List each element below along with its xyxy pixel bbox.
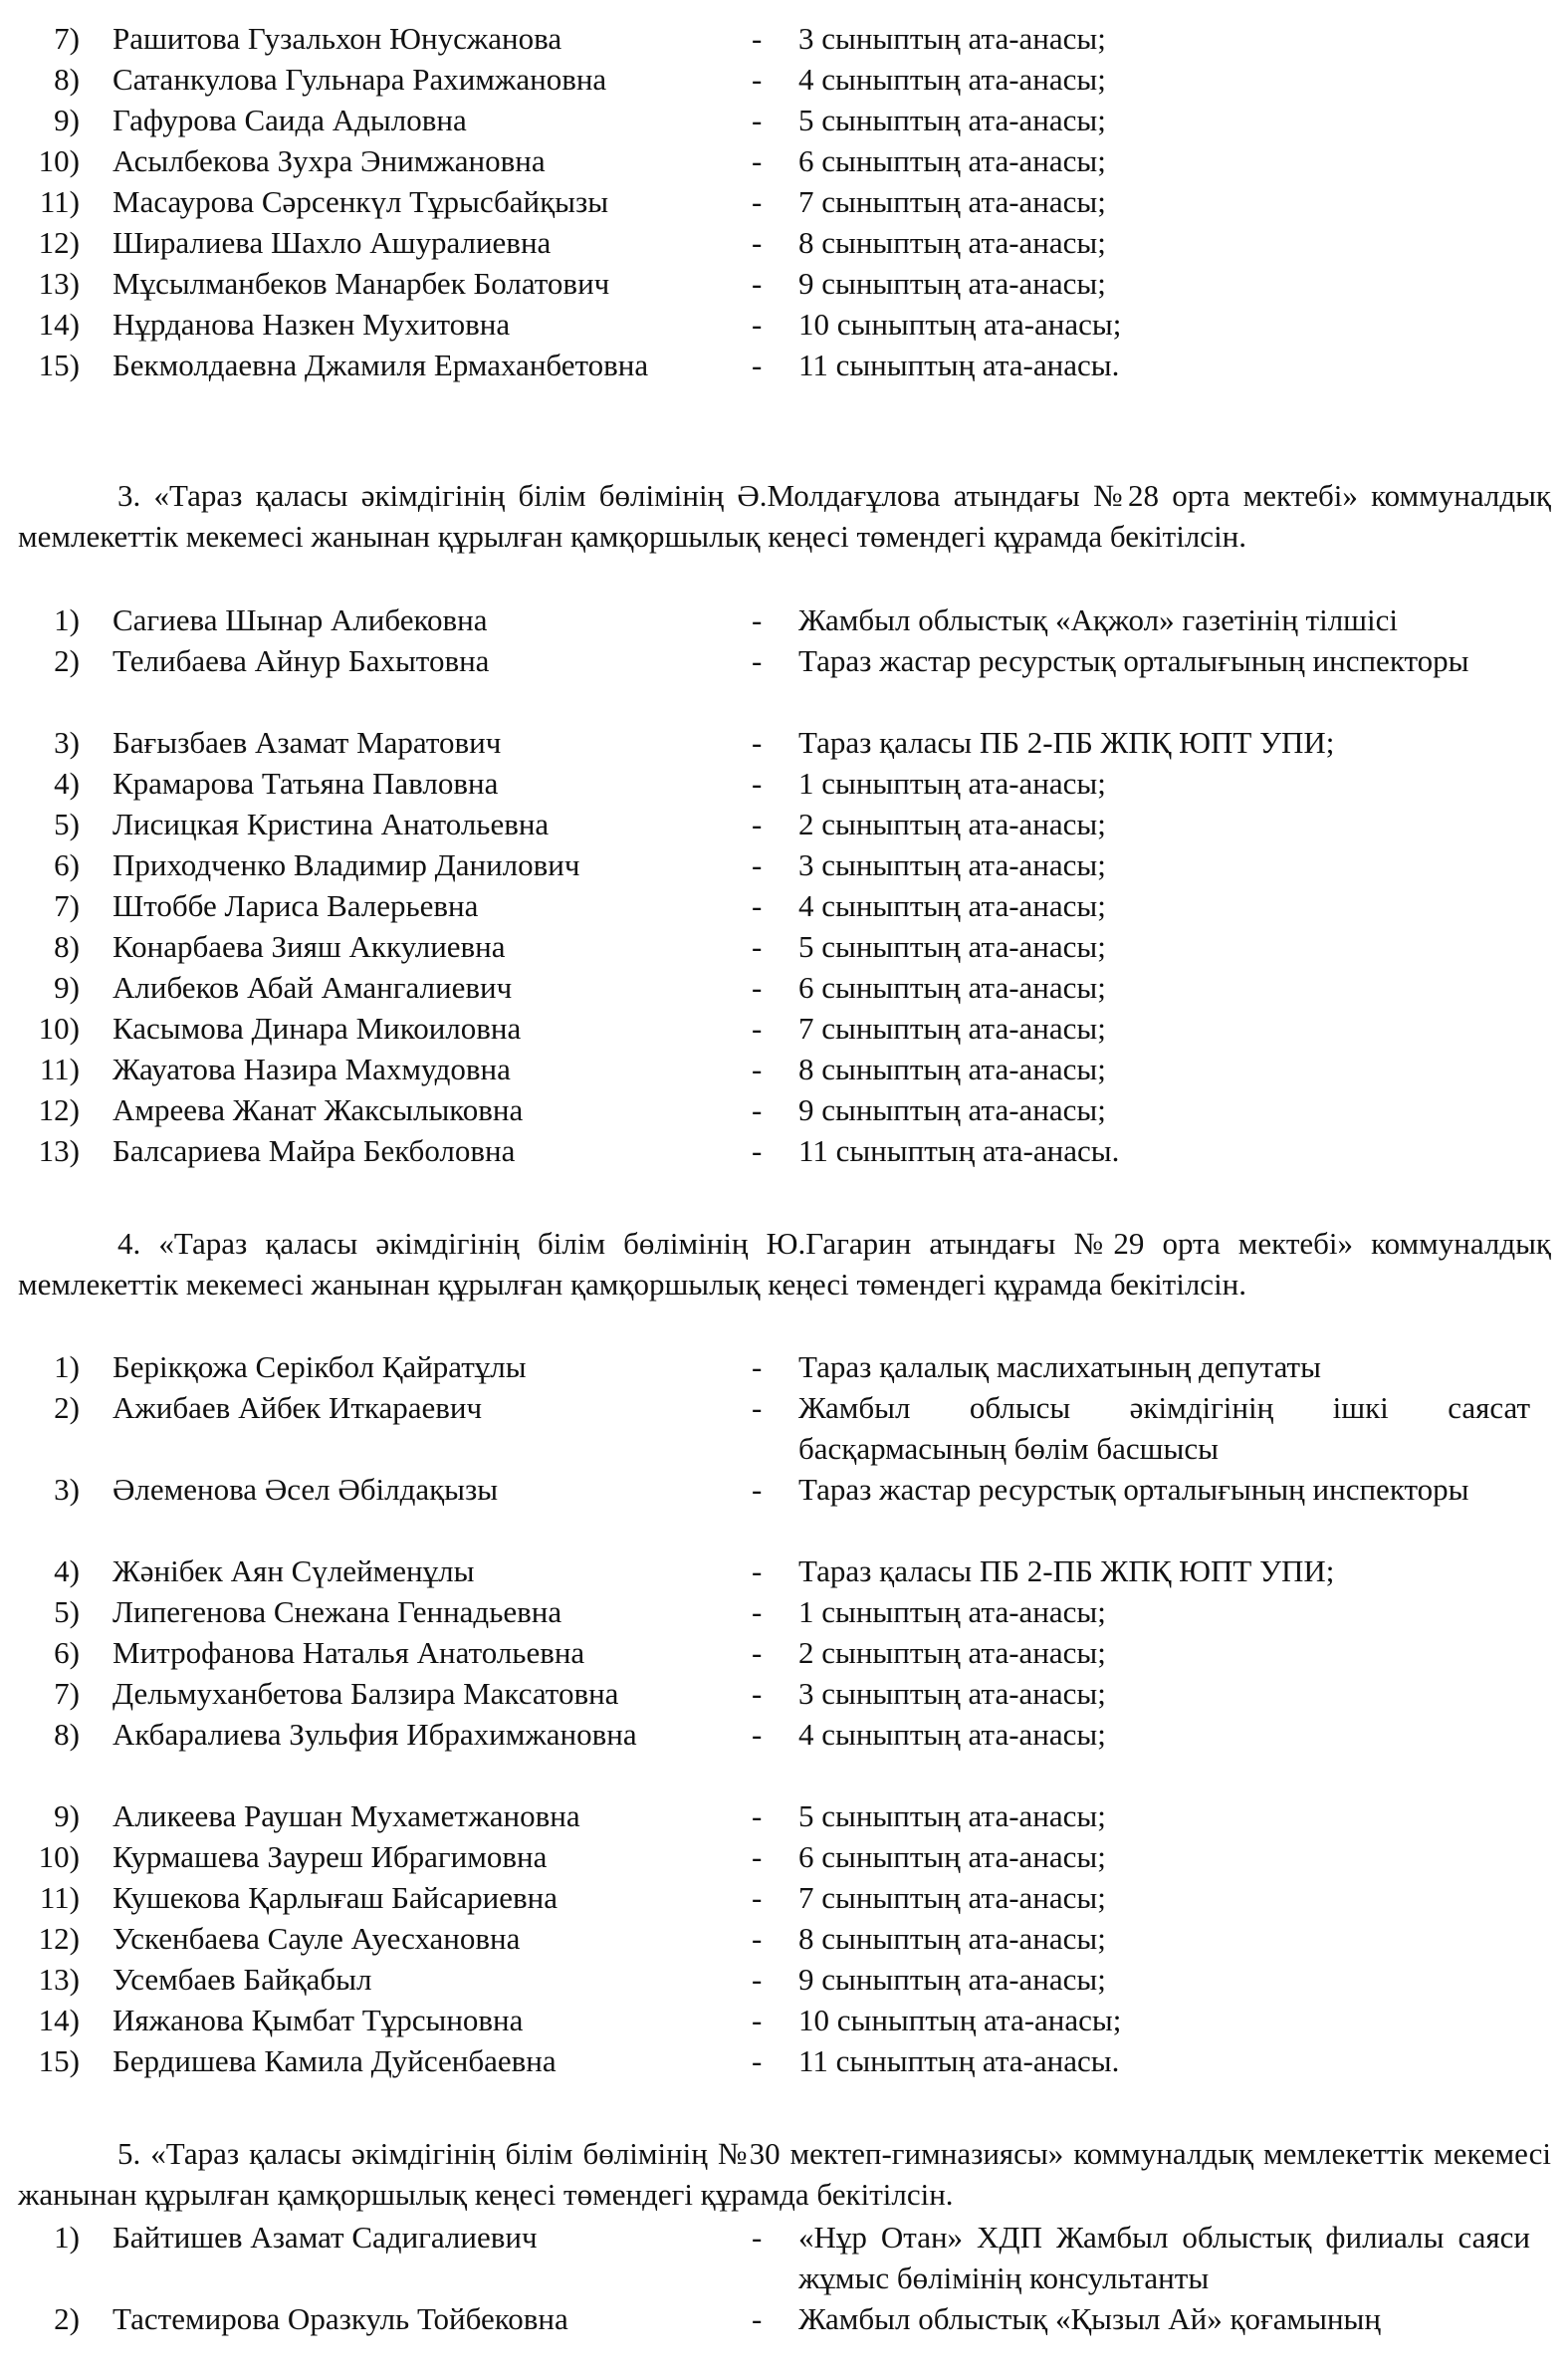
- separator-dash: -: [752, 62, 763, 97]
- member-name: Штоббе Лариса Валерьевна: [112, 888, 479, 923]
- item-number: 3): [54, 725, 80, 760]
- item-number: 1): [54, 2220, 80, 2255]
- member-name: Лисицкая Кристина Анатольевна: [112, 807, 550, 841]
- member-role: Тараз жастар ресурстық орталығының инспекторы: [798, 643, 1469, 678]
- item-number: 10): [38, 1839, 80, 1874]
- member-name: Бердишева Камила Дуйсенбаевна: [112, 2043, 557, 2078]
- separator-dash: -: [752, 1553, 763, 1588]
- item-number: 4): [54, 1553, 80, 1588]
- item-number: 13): [38, 1133, 80, 1168]
- item-number: 8): [54, 62, 80, 97]
- item-number: 1): [54, 602, 80, 637]
- member-role: 6 сыныптың ата-анасы;: [798, 143, 1106, 178]
- item-number: 14): [38, 2003, 80, 2037]
- member-name: Телибаева Айнур Бахытовна: [112, 643, 490, 678]
- item-number: 11): [39, 1880, 80, 1915]
- member-role: 5 сыныптың ата-анасы;: [798, 1798, 1106, 1833]
- separator-dash: -: [752, 348, 763, 382]
- member-name: Сагиева Шынар Алибековна: [112, 602, 488, 637]
- separator-dash: -: [752, 1921, 763, 1956]
- member-name: Мұсылманбеков Манарбек Болатович: [112, 266, 610, 301]
- separator-dash: -: [752, 225, 763, 260]
- item-number: 4): [54, 766, 80, 801]
- member-name: Нұрданова Назкен Мухитовна: [112, 307, 511, 342]
- member-name: Приходченко Владимир Данилович: [112, 847, 580, 882]
- member-name: Кушекова Қарлығаш Байсариевна: [112, 1880, 559, 1915]
- member-role: 7 сыныптың ата-анасы;: [798, 1011, 1106, 1046]
- member-role: 3 сыныптың ата-анасы;: [798, 1676, 1106, 1711]
- member-role: 3 сыныптың ата-анасы;: [798, 21, 1106, 56]
- member-role: 5 сыныптың ата-анасы;: [798, 929, 1106, 964]
- member-name: Байтишев Азамат Садигалиевич: [112, 2220, 538, 2255]
- item-number: 2): [54, 2301, 80, 2336]
- member-role: 11 сыныптың ата-анасы.: [798, 2043, 1120, 2078]
- item-number: 12): [38, 1921, 80, 1956]
- item-number: 11): [39, 184, 80, 219]
- item-number: 12): [38, 1092, 80, 1127]
- member-role: 7 сыныптың ата-анасы;: [798, 1880, 1106, 1915]
- member-role: 2 сыныптың ата-анасы;: [798, 807, 1106, 841]
- member-name: Аликеева Раушан Мухаметжановна: [112, 1798, 580, 1833]
- member-name: Амреева Жанат Жаксылыковна: [112, 1092, 524, 1127]
- member-role: Тараз жастар ресурстық орталығының инспекторы: [798, 1472, 1469, 1507]
- member-role: 3 сыныптың ата-анасы;: [798, 847, 1106, 882]
- item-number: 7): [54, 1676, 80, 1711]
- member-role: 1 сыныптың ата-анасы;: [798, 766, 1106, 801]
- item-number: 10): [38, 1011, 80, 1046]
- member-name: Жәнібек Аян Сүлейменұлы: [112, 1553, 475, 1588]
- member-role: 10 сыныптың ата-анасы;: [798, 2003, 1122, 2037]
- separator-dash: -: [752, 2003, 763, 2037]
- member-name: Липегенова Снежана Геннадьевна: [112, 1594, 562, 1629]
- separator-dash: -: [752, 1676, 763, 1711]
- separator-dash: -: [752, 725, 763, 760]
- member-name: Касымова Динара Микоиловна: [112, 1011, 522, 1046]
- member-role: Жамбыл облыстық «Ақжол» газетінің тілшісі: [798, 602, 1399, 637]
- item-number: 10): [38, 143, 80, 178]
- member-name: Ширалиева Шахло Ашуралиевна: [112, 225, 552, 260]
- item-number: 8): [54, 1717, 80, 1752]
- separator-dash: -: [752, 2043, 763, 2078]
- member-role: Тараз қаласы ПБ 2-ПБ ЖПҚ ЮПТ УПИ;: [798, 1553, 1335, 1588]
- item-number: 1): [54, 1349, 80, 1384]
- item-number: 13): [38, 266, 80, 301]
- member-role: 10 сыныптың ата-анасы;: [798, 307, 1122, 342]
- member-name: Курмашева Зауреш Ибрагимовна: [112, 1839, 548, 1874]
- member-name: Ажибаев Айбек Иткараевич: [112, 1390, 483, 1425]
- member-name: Акбаралиева Зульфия Ибрахимжановна: [112, 1717, 637, 1752]
- member-role: 2 сыныптың ата-анасы;: [798, 1635, 1106, 1670]
- member-role: 9 сыныптың ата-анасы;: [798, 1092, 1106, 1127]
- member-role: 4 сыныптың ата-анасы;: [798, 888, 1106, 923]
- member-role: 11 сыныптың ата-анасы.: [798, 348, 1120, 382]
- member-name: Әлеменова Әсел Әбілдақызы: [112, 1472, 499, 1507]
- item-number: 9): [54, 970, 80, 1005]
- item-number: 2): [54, 1390, 80, 1425]
- member-role: 7 сыныптың ата-анасы;: [798, 184, 1106, 219]
- member-name: Крамарова Татьяна Павловна: [112, 766, 499, 801]
- separator-dash: -: [752, 1839, 763, 1874]
- separator-dash: -: [752, 307, 763, 342]
- member-name: Митрофанова Наталья Анатольевна: [112, 1635, 585, 1670]
- member-name: Рашитова Гузальхон Юнусжанова: [112, 21, 562, 56]
- member-name: Конарбаева Зияш Аккулиевна: [112, 929, 506, 964]
- item-number: 9): [54, 1798, 80, 1833]
- member-name: Сатанкулова Гульнара Рахимжановна: [112, 62, 607, 97]
- item-number: 5): [54, 1594, 80, 1629]
- item-number: 6): [54, 847, 80, 882]
- member-role: Жамбыл облысы әкімдігінің ішкі саясат басқармасының бөлім басшысы: [798, 1390, 1530, 1466]
- member-name: Гафурова Саида Адыловна: [112, 103, 467, 137]
- member-name: Алибеков Абай Амангалиевич: [112, 970, 513, 1005]
- separator-dash: -: [752, 1962, 763, 1997]
- member-role: Тараз қалалық маслихатының депутаты: [798, 1349, 1321, 1384]
- member-role: Тараз қаласы ПБ 2-ПБ ЖПҚ ЮПТ УПИ;: [798, 725, 1335, 760]
- member-name: Масаурова Сәрсенкүл Тұрысбайқызы: [112, 184, 609, 219]
- separator-dash: -: [752, 1594, 763, 1629]
- separator-dash: -: [752, 2220, 763, 2255]
- member-role: 11 сыныптың ата-анасы.: [798, 1133, 1120, 1168]
- item-number: 12): [38, 225, 80, 260]
- separator-dash: -: [752, 1133, 763, 1168]
- item-number: 2): [54, 643, 80, 678]
- separator-dash: -: [752, 184, 763, 219]
- member-role: 6 сыныптың ата-анасы;: [798, 1839, 1106, 1874]
- separator-dash: -: [752, 929, 763, 964]
- member-role: 4 сыныптың ата-анасы;: [798, 1717, 1106, 1752]
- separator-dash: -: [752, 643, 763, 678]
- separator-dash: -: [752, 888, 763, 923]
- section-paragraph: 3. «Тараз қаласы әкімдігінің білім бөлімінің Ә.Молдағұлова атындағы №28 орта мектебі» коммуналдық мемлекеттік мекемесі жанынан құрылған қамқоршылық кеңесі төмендегі құрамда бекітілсін.: [18, 478, 1551, 554]
- separator-dash: -: [752, 266, 763, 301]
- member-name: Бекмолдаевна Джамиля Ермаханбетовна: [112, 348, 649, 382]
- item-number: 7): [54, 21, 80, 56]
- separator-dash: -: [752, 1798, 763, 1833]
- item-number: 5): [54, 807, 80, 841]
- item-number: 13): [38, 1962, 80, 1997]
- separator-dash: -: [752, 143, 763, 178]
- item-number: 7): [54, 888, 80, 923]
- item-number: 3): [54, 1472, 80, 1507]
- separator-dash: -: [752, 970, 763, 1005]
- member-name: Бағызбаев Азамат Маратович: [112, 725, 502, 760]
- separator-dash: -: [752, 1011, 763, 1046]
- member-role: Жамбыл облыстық «Қызыл Ай» қоғамының: [798, 2301, 1381, 2336]
- member-name: Асылбекова Зухра Энимжановна: [112, 143, 546, 178]
- member-role: «Нұр Отан» ХДП Жамбыл облыстық филиалы саяси жұмыс бөлімінің консультанты: [798, 2220, 1530, 2295]
- item-number: 6): [54, 1635, 80, 1670]
- member-name: Дельмуханбетова Балзира Максатовна: [112, 1676, 619, 1711]
- member-role: 8 сыныптың ата-анасы;: [798, 1052, 1106, 1086]
- separator-dash: -: [752, 1717, 763, 1752]
- separator-dash: -: [752, 1092, 763, 1127]
- member-role: 4 сыныптың ата-анасы;: [798, 62, 1106, 97]
- separator-dash: -: [752, 2301, 763, 2336]
- member-name: Балсариева Майра Бекболовна: [112, 1133, 516, 1168]
- separator-dash: -: [752, 847, 763, 882]
- separator-dash: -: [752, 807, 763, 841]
- item-number: 9): [54, 103, 80, 137]
- member-name: Жауатова Назира Махмудовна: [112, 1052, 511, 1086]
- item-number: 15): [38, 2043, 80, 2078]
- item-number: 14): [38, 307, 80, 342]
- separator-dash: -: [752, 1390, 763, 1425]
- member-role: 8 сыныптың ата-анасы;: [798, 225, 1106, 260]
- member-name: Берікқожа Серікбол Қайратұлы: [112, 1349, 527, 1384]
- item-number: 15): [38, 348, 80, 382]
- member-name: Усембаев Байқабыл: [112, 1962, 372, 1997]
- separator-dash: -: [752, 21, 763, 56]
- separator-dash: -: [752, 103, 763, 137]
- member-role: 5 сыныптың ата-анасы;: [798, 103, 1106, 137]
- separator-dash: -: [752, 1635, 763, 1670]
- separator-dash: -: [752, 602, 763, 637]
- separator-dash: -: [752, 1880, 763, 1915]
- section-paragraph: 4. «Тараз қаласы әкімдігінің білім бөлімінің Ю.Гагарин атындағы №29 орта мектебі» коммуналдық мемлекеттік мекемесі жанынан құрылған қамқоршылық кеңесі төмендегі құрамда бекітілсін.: [18, 1226, 1551, 1302]
- section-paragraph: 5. «Тараз қаласы әкімдігінің білім бөлімінің №30 мектеп-гимназиясы» коммуналдық мемлекеттік мекемесі жанынан құрылған қамқоршылық кеңесі төмендегі құрамда бекітілсін.: [18, 2136, 1551, 2212]
- item-number: 11): [39, 1052, 80, 1086]
- member-name: Ускенбаева Сауле Ауесхановна: [112, 1921, 521, 1956]
- member-role: 9 сыныптың ата-анасы;: [798, 1962, 1106, 1997]
- item-number: 8): [54, 929, 80, 964]
- separator-dash: -: [752, 766, 763, 801]
- member-name: Тастемирова Оразкуль Тойбековна: [112, 2301, 568, 2336]
- separator-dash: -: [752, 1472, 763, 1507]
- member-name: Ияжанова Қымбат Тұрсыновна: [112, 2003, 524, 2037]
- member-role: 9 сыныптың ата-анасы;: [798, 266, 1106, 301]
- separator-dash: -: [752, 1052, 763, 1086]
- member-role: 8 сыныптың ата-анасы;: [798, 1921, 1106, 1956]
- member-role: 6 сыныптың ата-анасы;: [798, 970, 1106, 1005]
- member-role: 1 сыныптың ата-анасы;: [798, 1594, 1106, 1629]
- separator-dash: -: [752, 1349, 763, 1384]
